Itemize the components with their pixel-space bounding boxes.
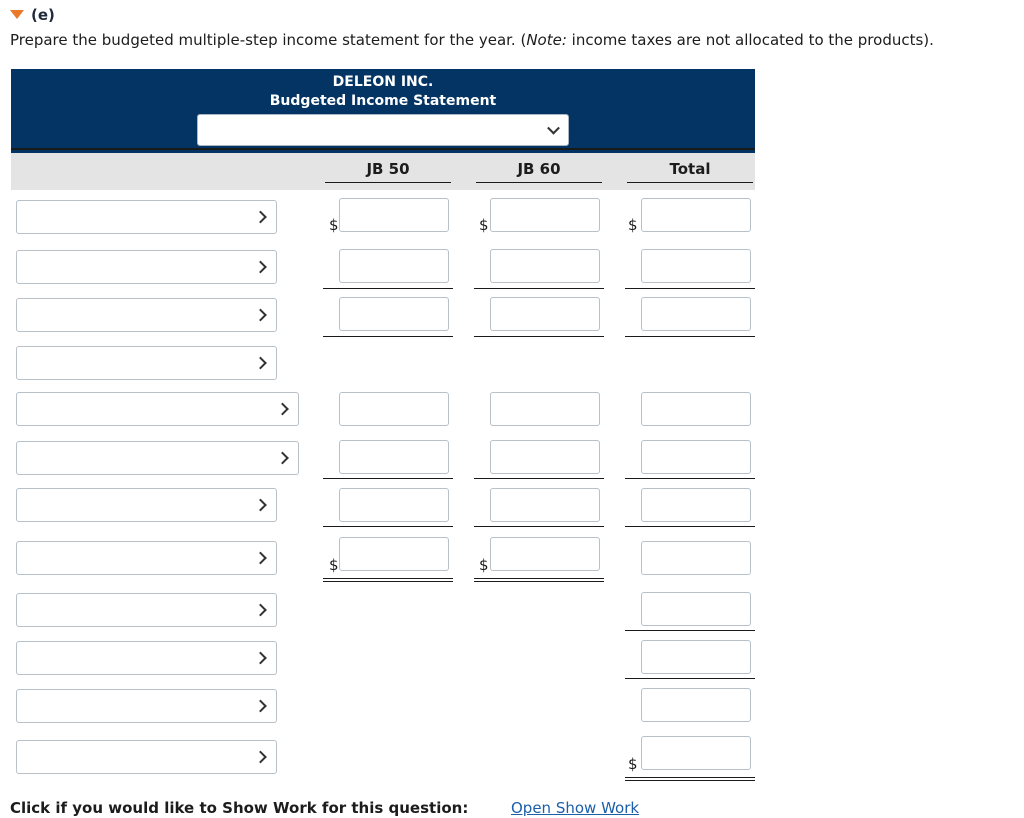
row-7-jb60-input[interactable] <box>490 488 600 522</box>
chevron-right-icon <box>276 403 289 416</box>
chevron-right-icon <box>254 309 267 322</box>
row-10-label-select[interactable] <box>16 641 277 675</box>
subtotal-rule <box>625 678 755 679</box>
row-5-jb50-input[interactable] <box>339 392 449 426</box>
row-12-label-select[interactable] <box>16 740 277 774</box>
chevron-right-icon <box>254 604 267 617</box>
company-name: DELEON INC. <box>332 74 434 90</box>
row-11-label-select[interactable] <box>16 689 277 723</box>
chevron-right-icon <box>254 700 267 713</box>
row-8-jb60-input[interactable] <box>490 537 600 571</box>
double-underline <box>474 578 604 582</box>
row-5-jb60-input[interactable] <box>490 392 600 426</box>
subtotal-rule <box>323 288 453 289</box>
period-select[interactable] <box>197 114 569 146</box>
instruction-text-before: Prepare the budgeted multiple-step income statement for the year. ( <box>10 31 527 49</box>
instruction-text <box>10 31 934 49</box>
row-8-label-select[interactable] <box>16 541 277 575</box>
chevron-right-icon <box>254 652 267 665</box>
row-3-label-select[interactable] <box>16 298 277 332</box>
subtotal-rule <box>474 478 604 479</box>
open-show-work-link[interactable]: Open Show Work <box>511 799 640 817</box>
chevron-right-icon <box>254 552 267 565</box>
column-header-total: Total <box>669 160 711 178</box>
dollar-sign: $ <box>628 755 638 773</box>
row-2-total-input[interactable] <box>641 249 751 283</box>
column-header-jb60: JB 60 <box>517 160 561 178</box>
row-6-label-select[interactable] <box>16 441 299 475</box>
subtotal-rule <box>625 478 755 479</box>
collapse-triangle-icon <box>10 10 24 19</box>
row-1-jb60-input[interactable] <box>490 198 600 232</box>
row-4-label-select[interactable] <box>16 346 277 380</box>
chevron-right-icon <box>254 261 267 274</box>
row-7-total-input[interactable] <box>641 488 751 522</box>
dollar-sign: $ <box>479 216 489 234</box>
row-7-label-select[interactable] <box>16 488 277 522</box>
row-5-total-input[interactable] <box>641 392 751 426</box>
row-11-total-input[interactable] <box>641 688 751 722</box>
chevron-down-icon <box>547 122 560 135</box>
subtotal-rule <box>625 288 755 289</box>
subtotal-rule <box>625 526 755 527</box>
chevron-right-icon <box>254 751 267 764</box>
row-1-jb50-input[interactable] <box>339 198 449 232</box>
row-2-jb50-input[interactable] <box>339 249 449 283</box>
row-12-total-input[interactable] <box>641 736 751 770</box>
subtotal-rule <box>323 336 453 337</box>
part-label: (e) <box>31 6 55 24</box>
subtotal-rule <box>323 526 453 527</box>
row-1-label-select[interactable] <box>16 200 277 234</box>
statement-title: Budgeted Income Statement <box>269 93 497 109</box>
header-divider <box>11 148 755 150</box>
subtotal-rule <box>474 526 604 527</box>
subtotal-rule <box>625 630 755 631</box>
row-8-total-input[interactable] <box>641 541 751 575</box>
dollar-sign: $ <box>329 216 339 234</box>
dollar-sign: $ <box>329 556 339 574</box>
row-3-jb50-input[interactable] <box>339 297 449 331</box>
row-10-total-input[interactable] <box>641 640 751 674</box>
row-5-label-select[interactable] <box>16 392 299 426</box>
chevron-right-icon <box>254 357 267 370</box>
column-header-rule <box>476 182 602 183</box>
row-9-label-select[interactable] <box>16 593 277 627</box>
row-9-total-input[interactable] <box>641 592 751 626</box>
dollar-sign: $ <box>628 216 638 234</box>
row-8-jb50-input[interactable] <box>339 537 449 571</box>
subtotal-rule <box>474 288 604 289</box>
chevron-right-icon <box>254 499 267 512</box>
row-2-jb60-input[interactable] <box>490 249 600 283</box>
chevron-right-icon <box>276 452 289 465</box>
subtotal-rule <box>625 336 755 337</box>
row-3-total-input[interactable] <box>641 297 751 331</box>
subtotal-rule <box>323 478 453 479</box>
instruction-text-after: income taxes are not allocated to the products). <box>566 31 934 49</box>
row-3-jb60-input[interactable] <box>490 297 600 331</box>
row-6-total-input[interactable] <box>641 440 751 474</box>
double-underline <box>625 777 755 781</box>
row-6-jb50-input[interactable] <box>339 440 449 474</box>
instruction-note-label: Note: <box>526 31 567 49</box>
column-header-rule <box>325 182 451 183</box>
dollar-sign: $ <box>479 556 489 574</box>
row-7-jb50-input[interactable] <box>339 488 449 522</box>
part-e-toggle[interactable] <box>10 6 55 24</box>
double-underline <box>323 578 453 582</box>
row-1-total-input[interactable] <box>641 198 751 232</box>
column-header-jb50: JB 50 <box>366 160 410 178</box>
column-header-rule <box>627 182 753 183</box>
show-work-prompt: Click if you would like to Show Work for this question: <box>10 799 469 817</box>
subtotal-rule <box>474 336 604 337</box>
row-6-jb60-input[interactable] <box>490 440 600 474</box>
chevron-right-icon <box>254 211 267 224</box>
row-2-label-select[interactable] <box>16 250 277 284</box>
